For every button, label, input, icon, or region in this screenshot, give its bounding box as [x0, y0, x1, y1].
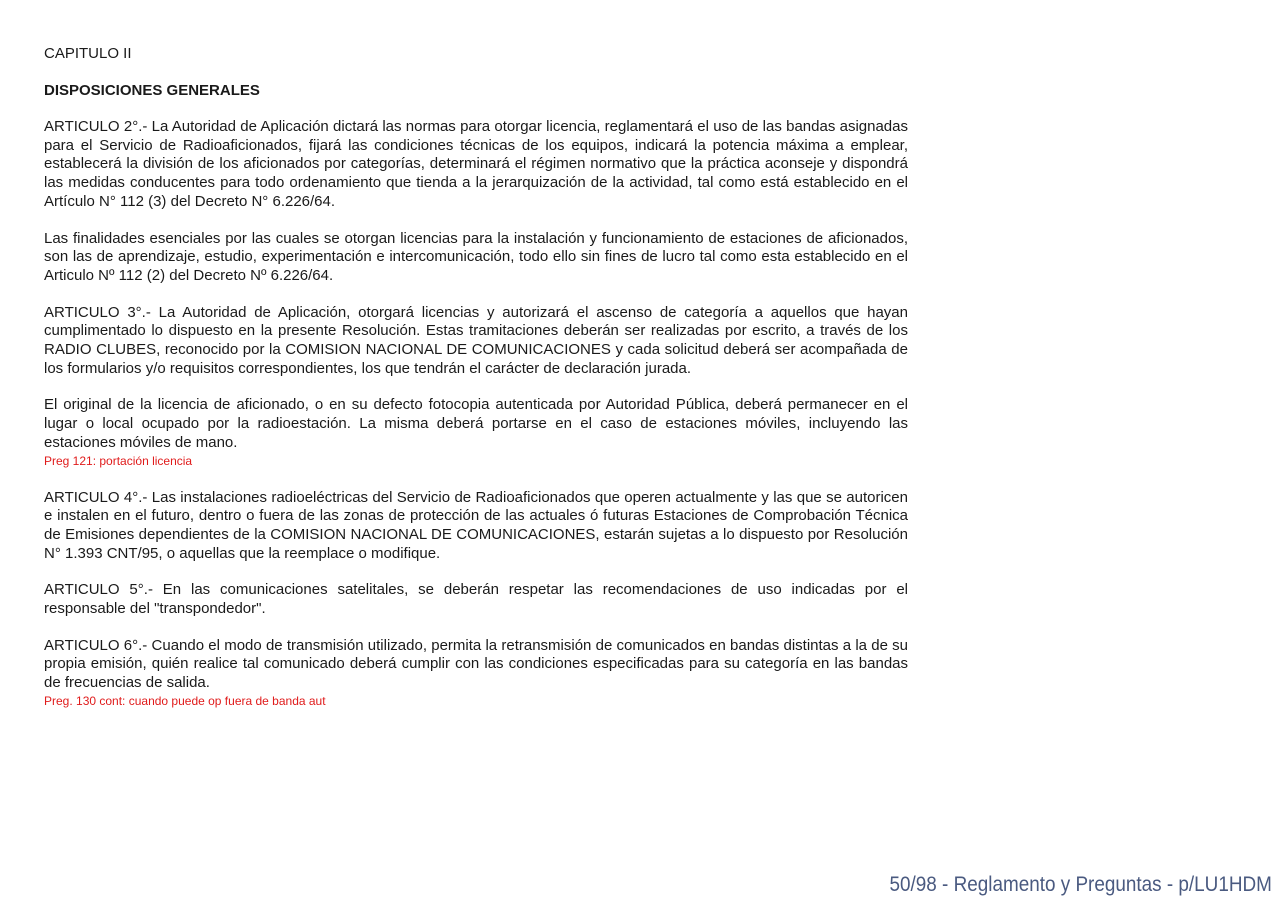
section-heading: DISPOSICIONES GENERALES	[44, 82, 260, 99]
license-original-paragraph: El original de la licencia de aficionado, o en su defecto fotocopia autenticada por Autoridad Pública, deberá permanecer en el lugar o local ocupado por la radioestación. La misma deberá portarse en el caso de estaciones móviles, incluyendo las estaciones móviles de mano.	[44, 396, 908, 451]
page-footer: 50/98 - Reglamento y Preguntas - p/LU1HDM	[889, 873, 1272, 896]
article-4-paragraph: ARTICULO 4°.- Las instalaciones radioeléctricas del Servicio de Radioaficionados que operen actualmente y las que se autoricen e instalen en el futuro, dentro o fuera de las zonas de protección de las actuales ó futuras Estaciones de Comprobación Técnica de Emisiones dependientes de la COMISION NACIONAL DE COMUNICACIONES, estarán sujetas a lo dispuesto por Resolución N° 1.393 CNT/95, o aquellas que la reemplace o modifique.	[44, 488, 908, 562]
document-body	[44, 44, 908, 729]
article-5-paragraph: ARTICULO 5°.- En las comunicaciones satelitales, se deberán respetar las recomendaciones de uso indicadas por el responsable del "transpondedor".	[44, 581, 908, 618]
article-2-paragraph: ARTICULO 2°.- La Autoridad de Aplicación dictará las normas para otorgar licencia, reglamentará el uso de las bandas asignadas para el Servicio de Radioaficionados, fijará las condiciones técnicas de los equipos, indicará la potencia máxima a emplear, establecerá la división de los aficionados por categorías, determinará el régimen normativo que la práctica aconseje y dispondrá las medidas conducentes para todo ordenamiento que tienda a la jerarquización de la actividad, tal como está establecido en el Artículo N° 112 (3) del Decreto N° 6.226/64.	[44, 118, 908, 210]
finalidades-paragraph: Las finalidades esenciales por las cuales se otorgan licencias para la instalación y funcionamiento de estaciones de aficionados, son las de aprendizaje, estudio, experimentación e intercomunicación, todo ello sin fines de lucro tal como esta establecido en el Articulo Nº 112 (2) del Decreto Nº 6.226/64.	[44, 229, 908, 284]
annotation-preg-121: Preg 121: portación licencia	[44, 453, 193, 468]
article-6-paragraph: ARTICULO 6°.- Cuando el modo de transmisión utilizado, permita la retransmisión de comunicados en bandas distintas a la de su propia emisión, quién realice tal comunicado deberá cumplir con las condiciones especificadas para su categoría en las bandas de frecuencias de salida.	[44, 636, 908, 692]
chapter-label: CAPITULO II	[44, 45, 132, 62]
annotation-preg-130: Preg. 130 cont: cuando puede op fuera de banda aut	[44, 693, 326, 708]
article-3-paragraph: ARTICULO 3°.- La Autoridad de Aplicación, otorgará licencias y autorizará el ascenso de categoría a aquellos que hayan cumplimentado lo dispuesto en la presente Resolución. Estas tramitaciones deberán ser realizadas por escrito, a través de los RADIO CLUBES, reconocido por la COMISION NACIONAL DE COMUNICACIONES y cada solicitud deberá ser acompañada de los formularios y/o requisitos correspondientes, los que tendrán el carácter de declaración jurada.	[44, 303, 908, 377]
